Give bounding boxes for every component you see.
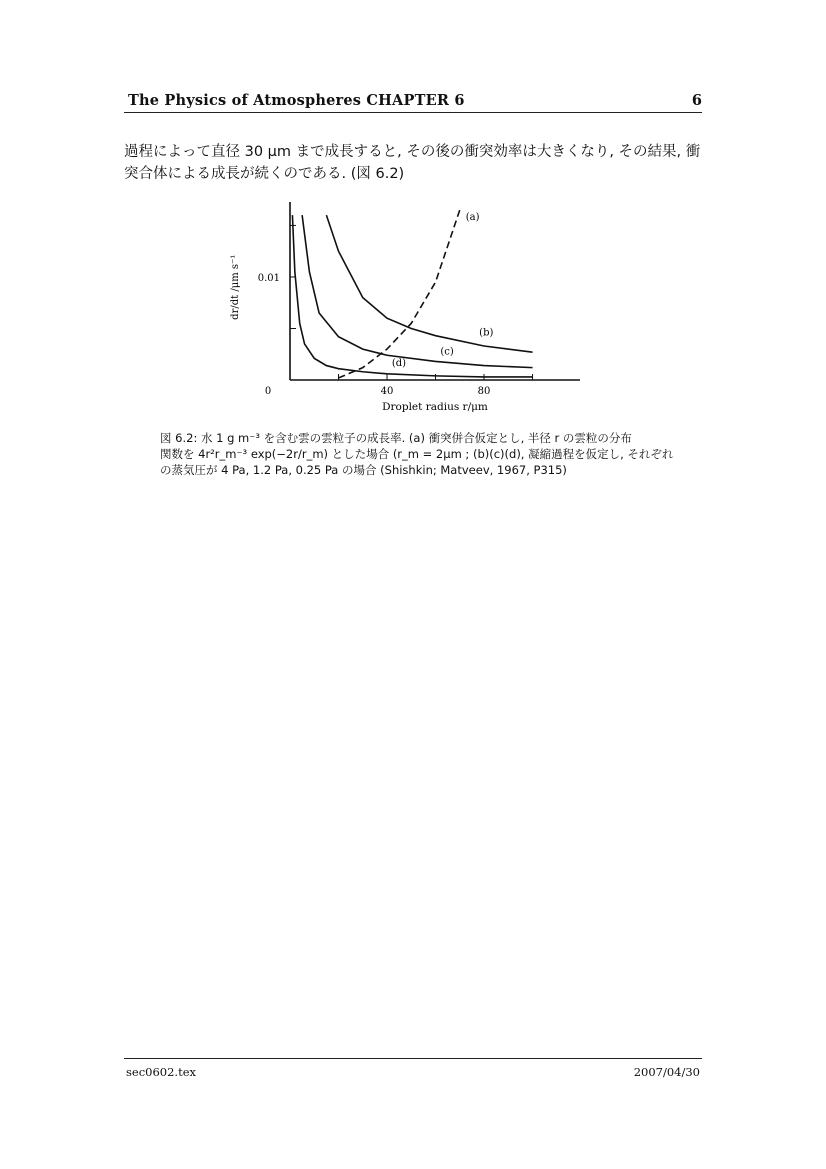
header-title: The Physics of Atmospheres CHAPTER 6 [128, 92, 465, 109]
body-line-1: 過程によって直径 30 μm まで成長すると, その後の衝突効率は大きくなり, その結果, 衝 [124, 144, 701, 160]
figure-caption [160, 430, 680, 478]
footer-date: 2007/04/30 [633, 1065, 700, 1079]
footer-filename: sec0602.tex [126, 1065, 196, 1079]
caption-line-2: 関数を 4r²r_m⁻³ exp(−2r/r_m) とした場合 (r_m = 2μm ; (b)(c)(d), 凝縮過程を仮定し, それぞれ [160, 447, 674, 461]
series-label-c: (c) [440, 346, 454, 358]
x-tick-label-80: 80 [477, 386, 491, 397]
y-axis-label: dr/dt /μm s⁻¹ [230, 254, 241, 320]
series-label-d: (d) [391, 357, 407, 369]
figure-6-2 [220, 200, 600, 420]
series-line-b [326, 215, 532, 352]
x-tick-label-40: 40 [380, 386, 394, 397]
y-tick-label-0.01: 0.01 [257, 272, 280, 284]
series-line-c [302, 215, 532, 367]
x-axis-label: Droplet radius r/μm [382, 401, 488, 413]
growth-rate-chart [220, 200, 600, 420]
caption-line-1: 図 6.2: 水 1 g m⁻³ を含む雲の雲粒子の成長率. (a) 衝突併合仮定とし, 半径 r の雲粒の分布 [160, 431, 632, 445]
series-label-a: (a) [465, 212, 480, 223]
page-footer [124, 1058, 702, 1079]
caption-line-3: の蒸気圧が 4 Pa, 1.2 Pa, 0.25 Pa の場合 (Shishkin; Matveev, 1967, P315) [160, 463, 567, 477]
page-header [124, 92, 702, 113]
body-line-2: 突合体による成長が続くのである. (図 6.2) [124, 166, 405, 182]
body-paragraph [124, 141, 704, 185]
x-tick-label-0: 0 [264, 386, 272, 397]
page-number: 6 [691, 92, 702, 109]
series-line-d [292, 215, 532, 377]
series-label-b: (b) [479, 327, 494, 339]
